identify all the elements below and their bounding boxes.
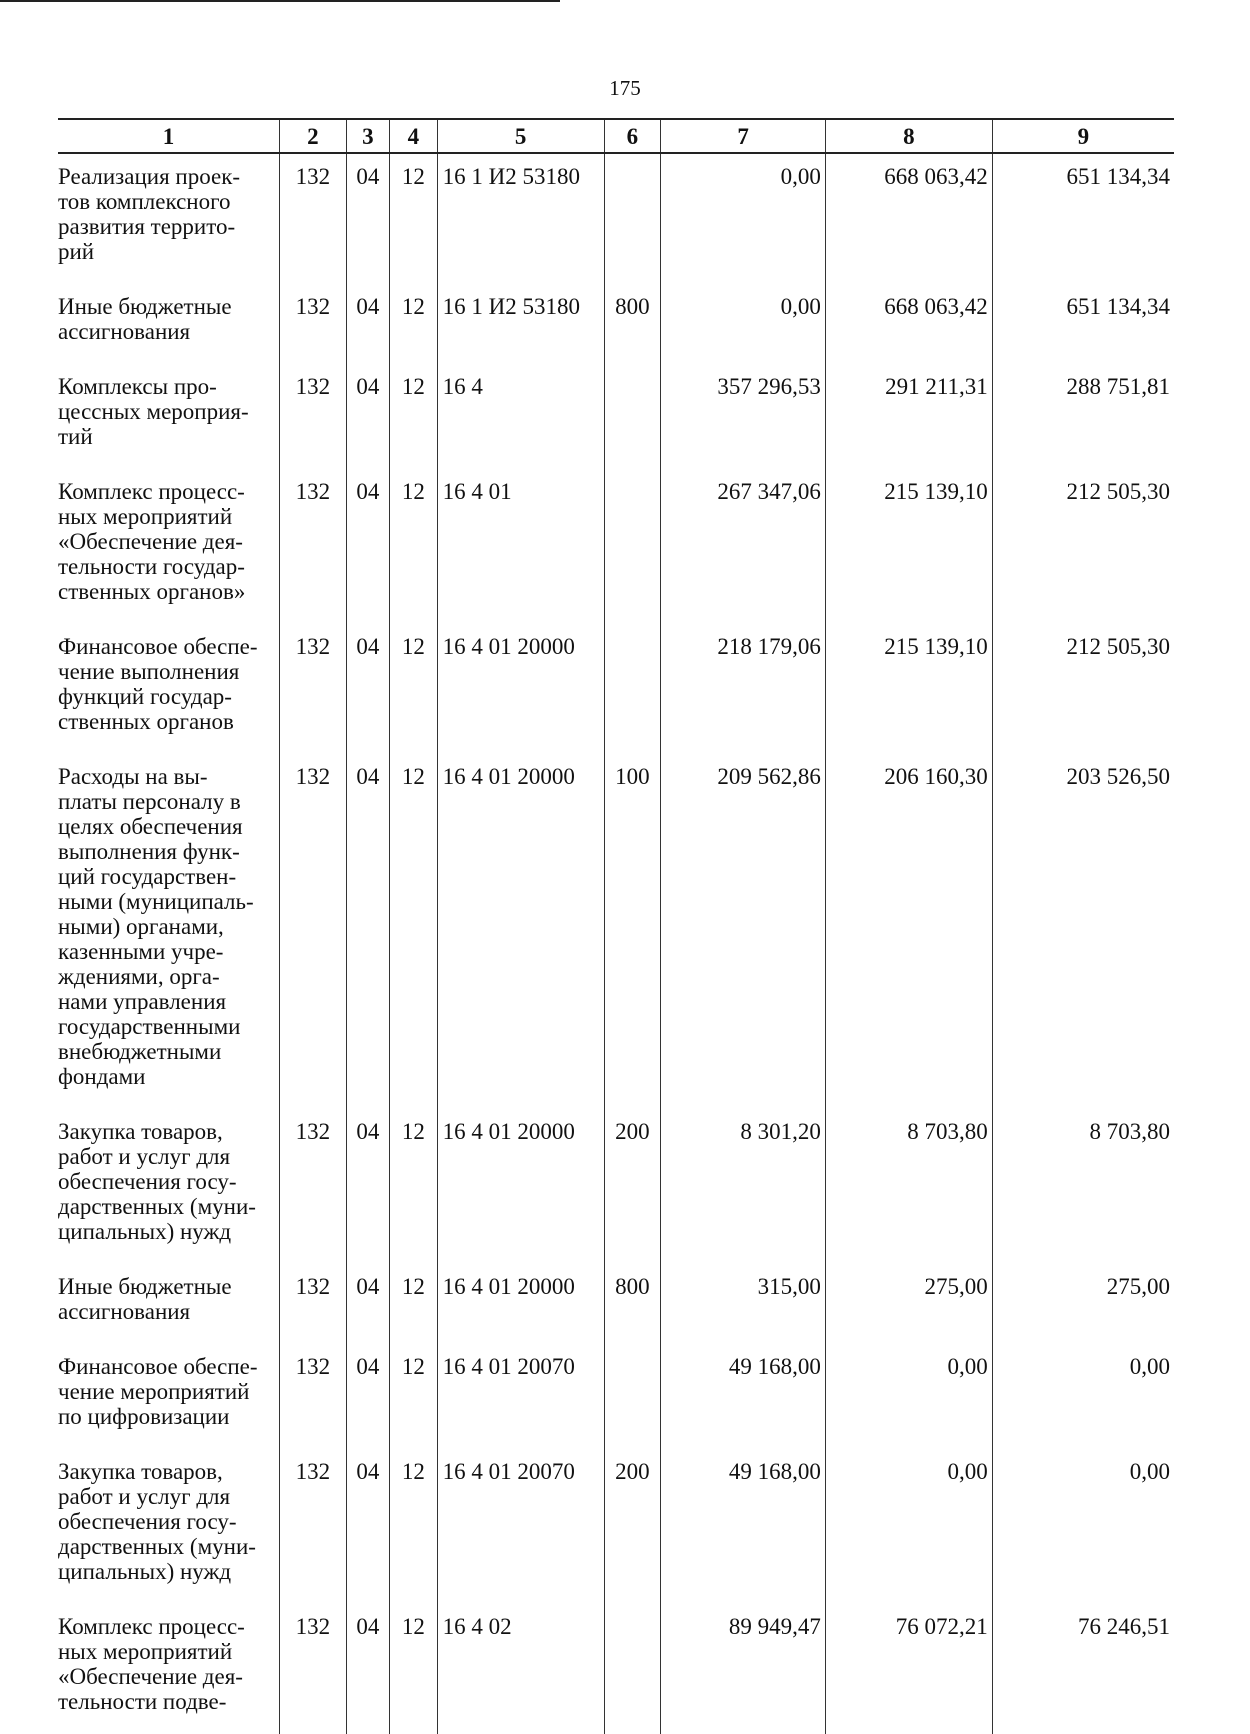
ministry-code: 132 xyxy=(279,284,346,364)
expense-type-code: 100 xyxy=(604,754,661,1109)
amount-col7: 49 168,00 xyxy=(661,1449,826,1604)
ministry-code: 132 xyxy=(279,1264,346,1344)
ministry-code: 132 xyxy=(279,624,346,754)
amount-col8: 0,00 xyxy=(825,1449,992,1604)
section-code: 04 xyxy=(346,1109,389,1264)
ministry-code: 132 xyxy=(279,153,346,284)
expense-name: Финансовое обеспе- чение выполнения функций государ- ственных органов xyxy=(58,624,279,754)
col-header-6: 6 xyxy=(604,119,661,153)
expense-type-code: 800 xyxy=(604,284,661,364)
amount-col7: 218 179,06 xyxy=(661,624,826,754)
col-header-5: 5 xyxy=(437,119,604,153)
amount-col8: 76 072,21 xyxy=(825,1604,992,1734)
subsection-code: 12 xyxy=(389,624,437,754)
section-code: 04 xyxy=(346,1604,389,1734)
ministry-code: 132 xyxy=(279,469,346,624)
expense-name: Комплекс процесс- ных мероприятий «Обеспечение дея- тельности подве- xyxy=(58,1604,279,1734)
ministry-code: 132 xyxy=(279,1604,346,1734)
col-header-2: 2 xyxy=(279,119,346,153)
table-row xyxy=(58,153,1174,284)
top-rule xyxy=(0,0,560,2)
subsection-code: 12 xyxy=(389,153,437,284)
amount-col8: 215 139,10 xyxy=(825,469,992,624)
amount-col7: 267 347,06 xyxy=(661,469,826,624)
expense-name: Иные бюджетные ассигнования xyxy=(58,1264,279,1344)
expense-type-code xyxy=(604,153,661,284)
table-row xyxy=(58,364,1174,469)
col-header-3: 3 xyxy=(346,119,389,153)
target-article-code: 16 4 01 20000 xyxy=(437,624,604,754)
amount-col9: 651 134,34 xyxy=(992,284,1174,364)
ministry-code: 132 xyxy=(279,1344,346,1449)
section-code: 04 xyxy=(346,1449,389,1604)
amount-col8: 206 160,30 xyxy=(825,754,992,1109)
ministry-code: 132 xyxy=(279,1449,346,1604)
amount-col7: 209 562,86 xyxy=(661,754,826,1109)
ministry-code: 132 xyxy=(279,364,346,469)
target-article-code: 16 4 01 20070 xyxy=(437,1344,604,1449)
expense-type-code xyxy=(604,1344,661,1449)
expense-name: Закупка товаров, работ и услуг для обеспечения госу- дарственных (муни- ципальных) нужд xyxy=(58,1449,279,1604)
table-row xyxy=(58,624,1174,754)
table-row xyxy=(58,469,1174,624)
amount-col7: 8 301,20 xyxy=(661,1109,826,1264)
amount-col9: 8 703,80 xyxy=(992,1109,1174,1264)
section-code: 04 xyxy=(346,469,389,624)
amount-col7: 49 168,00 xyxy=(661,1344,826,1449)
expense-type-code xyxy=(604,469,661,624)
col-header-7: 7 xyxy=(661,119,826,153)
expense-type-code xyxy=(604,1604,661,1734)
section-code: 04 xyxy=(346,284,389,364)
table-row xyxy=(58,1109,1174,1264)
budget-table xyxy=(58,118,1174,1734)
target-article-code: 16 4 xyxy=(437,364,604,469)
amount-col9: 651 134,34 xyxy=(992,153,1174,284)
table-row xyxy=(58,284,1174,364)
expense-name: Закупка товаров, работ и услуг для обеспечения госу- дарственных (муни- ципальных) нужд xyxy=(58,1109,279,1264)
target-article-code: 16 4 01 20000 xyxy=(437,754,604,1109)
amount-col8: 668 063,42 xyxy=(825,284,992,364)
subsection-code: 12 xyxy=(389,1449,437,1604)
amount-col7: 0,00 xyxy=(661,284,826,364)
amount-col9: 0,00 xyxy=(992,1344,1174,1449)
amount-col9: 203 526,50 xyxy=(992,754,1174,1109)
subsection-code: 12 xyxy=(389,1344,437,1449)
table-row xyxy=(58,754,1174,1109)
expense-name: Расходы на вы- платы персоналу в целях обеспечения выполнения функ- ций государствен- ными (муниципаль- ными) органами, казенными учре- ждениями, орга- нами управления государственными внебюджетными фондами xyxy=(58,754,279,1109)
header-row xyxy=(58,119,1174,153)
section-code: 04 xyxy=(346,1344,389,1449)
table-row xyxy=(58,1264,1174,1344)
expense-name: Комплексы про- цессных мероприя- тий xyxy=(58,364,279,469)
target-article-code: 16 4 01 20070 xyxy=(437,1449,604,1604)
table-row xyxy=(58,1604,1174,1734)
subsection-code: 12 xyxy=(389,469,437,624)
expense-name: Реализация проек- тов комплексного развития террито- рий xyxy=(58,153,279,284)
amount-col9: 212 505,30 xyxy=(992,469,1174,624)
col-header-8: 8 xyxy=(825,119,992,153)
amount-col9: 212 505,30 xyxy=(992,624,1174,754)
expense-type-code: 200 xyxy=(604,1449,661,1604)
amount-col7: 0,00 xyxy=(661,153,826,284)
col-header-4: 4 xyxy=(389,119,437,153)
amount-col9: 76 246,51 xyxy=(992,1604,1174,1734)
page-number: 175 xyxy=(609,76,641,100)
amount-col8: 0,00 xyxy=(825,1344,992,1449)
amount-col9: 0,00 xyxy=(992,1449,1174,1604)
amount-col8: 215 139,10 xyxy=(825,624,992,754)
col-header-9: 9 xyxy=(992,119,1174,153)
target-article-code: 16 4 01 xyxy=(437,469,604,624)
table-row xyxy=(58,1449,1174,1604)
subsection-code: 12 xyxy=(389,284,437,364)
expense-type-code xyxy=(604,364,661,469)
expense-type-code: 200 xyxy=(604,1109,661,1264)
expense-name: Финансовое обеспе- чение мероприятий по цифровизации xyxy=(58,1344,279,1449)
col-header-1: 1 xyxy=(58,119,279,153)
amount-col9: 275,00 xyxy=(992,1264,1174,1344)
section-code: 04 xyxy=(346,624,389,754)
amount-col7: 89 949,47 xyxy=(661,1604,826,1734)
expense-type-code: 800 xyxy=(604,1264,661,1344)
section-code: 04 xyxy=(346,364,389,469)
section-code: 04 xyxy=(346,1264,389,1344)
subsection-code: 12 xyxy=(389,1264,437,1344)
subsection-code: 12 xyxy=(389,754,437,1109)
subsection-code: 12 xyxy=(389,364,437,469)
subsection-code: 12 xyxy=(389,1604,437,1734)
amount-col7: 315,00 xyxy=(661,1264,826,1344)
ministry-code: 132 xyxy=(279,1109,346,1264)
amount-col8: 8 703,80 xyxy=(825,1109,992,1264)
ministry-code: 132 xyxy=(279,754,346,1109)
budget-table-container xyxy=(58,118,1174,1714)
amount-col8: 275,00 xyxy=(825,1264,992,1344)
target-article-code: 16 4 01 20000 xyxy=(437,1264,604,1344)
target-article-code: 16 4 02 xyxy=(437,1604,604,1734)
subsection-code: 12 xyxy=(389,1109,437,1264)
amount-col8: 291 211,31 xyxy=(825,364,992,469)
table-body xyxy=(58,153,1174,1734)
section-code: 04 xyxy=(346,754,389,1109)
target-article-code: 16 1 И2 53180 xyxy=(437,284,604,364)
target-article-code: 16 4 01 20000 xyxy=(437,1109,604,1264)
target-article-code: 16 1 И2 53180 xyxy=(437,153,604,284)
amount-col7: 357 296,53 xyxy=(661,364,826,469)
table-row xyxy=(58,1344,1174,1449)
amount-col8: 668 063,42 xyxy=(825,153,992,284)
expense-name: Комплекс процесс- ных мероприятий «Обеспечение дея- тельности государ- ственных органов» xyxy=(58,469,279,624)
expense-name: Иные бюджетные ассигнования xyxy=(58,284,279,364)
amount-col9: 288 751,81 xyxy=(992,364,1174,469)
section-code: 04 xyxy=(346,153,389,284)
expense-type-code xyxy=(604,624,661,754)
